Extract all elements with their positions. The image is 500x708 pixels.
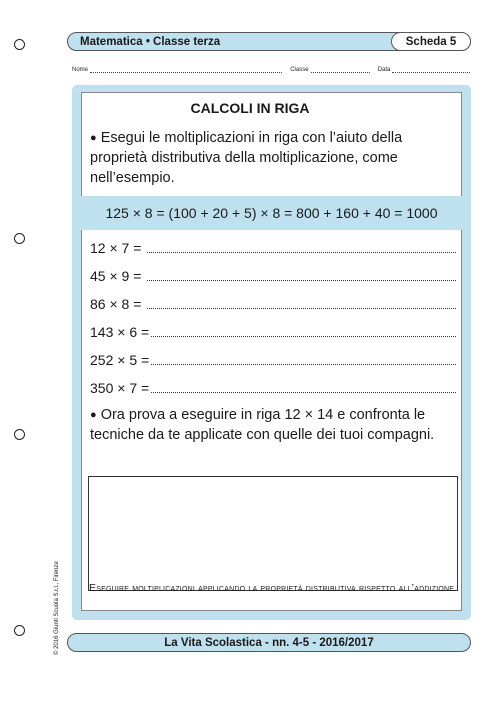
name-label: Nome (72, 67, 89, 73)
instruction-1-text: Esegui le moltiplicazioni in riga con l’aiuto della proprietà distributiva della moltiplicazione, come nell’esempio. (90, 130, 403, 186)
exercise-row (90, 266, 456, 284)
date-label: Data (377, 67, 391, 73)
answer-box[interactable] (88, 476, 458, 591)
student-fields (72, 67, 470, 73)
example-text: 125 × 8 = (100 + 20 + 5) × 8 = 800 + 160 + 40 = 1000 (105, 205, 438, 221)
exercise-row (90, 238, 456, 256)
exercise-expression: 86 × 8 = (90, 296, 146, 312)
exercise-expression: 350 × 7 = (90, 380, 150, 396)
copyright-notice: © 2016 Giunti Scuola S.r.l., Firenze (54, 561, 60, 655)
answer-line[interactable] (147, 252, 456, 253)
binder-hole-bottom (14, 625, 25, 636)
name-field[interactable] (90, 67, 282, 73)
footer-bar (67, 633, 471, 652)
exercise-row (90, 294, 456, 312)
bullet-icon: ● (90, 409, 97, 421)
exercise-expression: 45 × 9 = (90, 268, 146, 284)
answer-line[interactable] (151, 336, 456, 337)
class-label: Classe (290, 67, 309, 73)
instruction-1 (90, 128, 462, 188)
instruction-2 (90, 405, 462, 445)
answer-line[interactable] (151, 364, 456, 365)
sheet-number: Scheda 5 (391, 32, 471, 51)
answer-line[interactable] (147, 280, 456, 281)
exercise-row (90, 378, 456, 396)
class-field[interactable] (311, 67, 370, 73)
answer-line[interactable] (151, 392, 456, 393)
exercise-expression: 12 × 7 = (90, 240, 146, 256)
exercise-row (90, 350, 456, 368)
binder-hole-top (14, 39, 25, 50)
exercise-expression: 252 × 5 = (90, 352, 150, 368)
exercise-expression: 143 × 6 = (90, 324, 150, 340)
exercise-row (90, 322, 456, 340)
header-subject: Matematica • Classe terza (80, 35, 221, 48)
binder-hole-middle-lower (14, 429, 25, 440)
bullet-icon: ● (90, 132, 97, 144)
date-field[interactable] (392, 67, 470, 73)
worksheet-title: CALCOLI IN RIGA (190, 100, 310, 116)
instruction-2-text: Ora prova a eseguire in riga 12 × 14 e confronta le tecniche da te applicate con quelle dei tuoi compagni. (90, 407, 435, 443)
answer-line[interactable] (147, 308, 456, 309)
binder-hole-middle-upper (14, 233, 25, 244)
footer-publication: La Vita Scolastica - nn. 4-5 - 2016/2017 (164, 636, 374, 649)
learning-objective: Eseguire moltiplicazioni applicando la proprietà distributiva rispetto all’addizione. (89, 582, 458, 594)
header-bar (67, 32, 471, 51)
example-band (81, 196, 462, 230)
